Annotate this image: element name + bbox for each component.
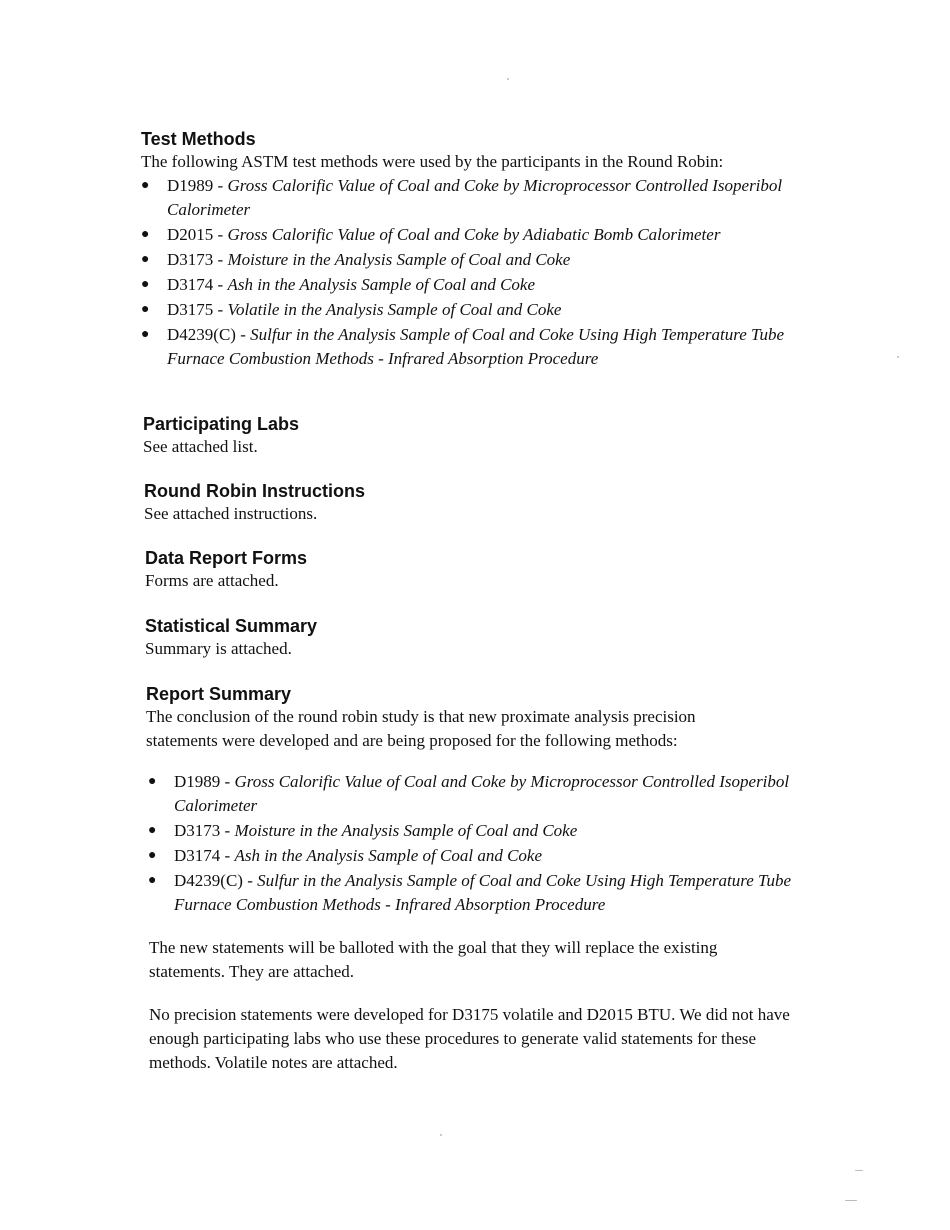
bullet-icon: ● [141,277,150,292]
statistical-summary-text: Summary is attached. [145,639,292,658]
report-summary-section [146,683,826,753]
round-robin-instructions-section [144,480,844,526]
report-summary-paragraph-2-section [149,936,799,984]
participating-labs-section [143,413,843,459]
scan-speck [897,356,899,358]
data-report-forms-text: Forms are attached. [145,571,279,590]
method-title: Volatile in the Analysis Sample of Coal and Coke [227,300,562,319]
list-item: ● D3175 - Volatile in the Analysis Sample of Coal and Coke [141,298,831,322]
data-report-forms-heading: Data Report Forms [145,548,308,568]
method-title: Gross Calorific Value of Coal and Coke by Microprocessor Controlled Isoperibol Calorimeter [174,772,790,815]
report-summary-paragraph-3: No precision statements were developed for D3175 volatile and D2015 BTU. We did not have enough participating labs who use these procedures to generate valid statements for these methods. Volatile notes are attached. [149,1005,790,1072]
bullet-icon: ● [141,302,150,317]
method-title: Gross Calorific Value of Coal and Coke by Adiabatic Bomb Calorimeter [227,225,721,244]
list-item: ● D4239(C) - Sulfur in the Analysis Sample of Coal and Coke Using High Temperature Tube Furnace Combustion Methods - Infrared Absorption Procedure [148,871,792,914]
round-robin-instructions-heading: Round Robin Instructions [144,481,365,501]
method-code: D4239(C) [167,325,236,344]
report-summary-paragraph-2: The new statements will be balloted with the goal that they will replace the existing statements. They are attached. [149,938,718,981]
method-title: Ash in the Analysis Sample of Coal and Coke [227,275,536,294]
bullet-icon: ● [141,252,150,267]
method-code: D1989 [174,772,221,791]
method-code: D3175 [167,300,214,319]
participating-labs-text: See attached list. [143,437,258,456]
data-report-forms-section [145,547,845,593]
test-methods-list [141,174,831,371]
bullet-icon: ● [148,848,157,863]
statistical-summary-heading: Statistical Summary [145,616,318,636]
method-title: Ash in the Analysis Sample of Coal and Coke [234,846,543,865]
list-item: ● D1989 - Gross Calorific Value of Coal and Coke by Microprocessor Controlled Isoperibol Calorimeter [141,176,783,219]
bullet-icon: ● [141,178,150,193]
report-summary-intro: The conclusion of the round robin study is that new proximate analysis precision statements were developed and are being proposed for the following methods: [146,707,696,750]
bullet-icon: ● [148,873,157,888]
list-item: ● D4239(C) - Sulfur in the Analysis Sample of Coal and Coke Using High Temperature Tube Furnace Combustion Methods - Infrared Absorption Procedure [141,325,785,368]
round-robin-instructions-text: See attached instructions. [144,504,318,523]
method-code: D1989 [167,176,214,195]
list-item: ● D2015 - Gross Calorific Value of Coal and Coke by Adiabatic Bomb Calorimeter [141,223,831,247]
method-title: Moisture in the Analysis Sample of Coal and Coke [227,250,571,269]
list-item: ● D3173 - Moisture in the Analysis Sample of Coal and Coke [148,819,828,843]
test-methods-heading: Test Methods [141,129,256,149]
list-item: ● D3174 - Ash in the Analysis Sample of Coal and Coke [141,273,831,297]
scan-speck [507,78,509,80]
list-item: ● D3174 - Ash in the Analysis Sample of Coal and Coke [148,844,828,868]
method-title: Sulfur in the Analysis Sample of Coal and Coke Using High Temperature Tube Furnace Combustion Methods - Infrared Absorption Procedure [167,325,785,368]
report-summary-list [148,770,828,917]
method-code: D2015 [167,225,214,244]
method-title: Moisture in the Analysis Sample of Coal and Coke [234,821,578,840]
scan-speck [855,1170,863,1171]
method-code: D3174 [174,846,221,865]
method-title: Gross Calorific Value of Coal and Coke by Microprocessor Controlled Isoperibol Calorimeter [167,176,783,219]
bullet-icon: ● [148,774,157,789]
bullet-icon: ● [141,227,150,242]
test-methods-section [141,128,831,372]
method-code: D3174 [167,275,214,294]
report-summary-heading: Report Summary [146,684,292,704]
participating-labs-heading: Participating Labs [143,414,300,434]
test-methods-intro: The following ASTM test methods were used by the participants in the Round Robin: [141,152,724,171]
list-item: ● D1989 - Gross Calorific Value of Coal and Coke by Microprocessor Controlled Isoperibol Calorimeter [148,772,790,815]
statistical-summary-section [145,615,845,661]
bullet-icon: ● [141,327,150,342]
method-title: Sulfur in the Analysis Sample of Coal and Coke Using High Temperature Tube Furnace Combustion Methods - Infrared Absorption Procedure [174,871,792,914]
bullet-icon: ● [148,823,157,838]
method-code: D3173 [167,250,214,269]
report-summary-list-section [148,770,828,918]
method-code: D4239(C) [174,871,243,890]
scan-speck [845,1200,857,1201]
method-code: D3173 [174,821,221,840]
scan-speck [440,1134,442,1136]
report-summary-paragraph-3-section [149,1003,829,1075]
list-item: ● D3173 - Moisture in the Analysis Sample of Coal and Coke [141,248,831,272]
